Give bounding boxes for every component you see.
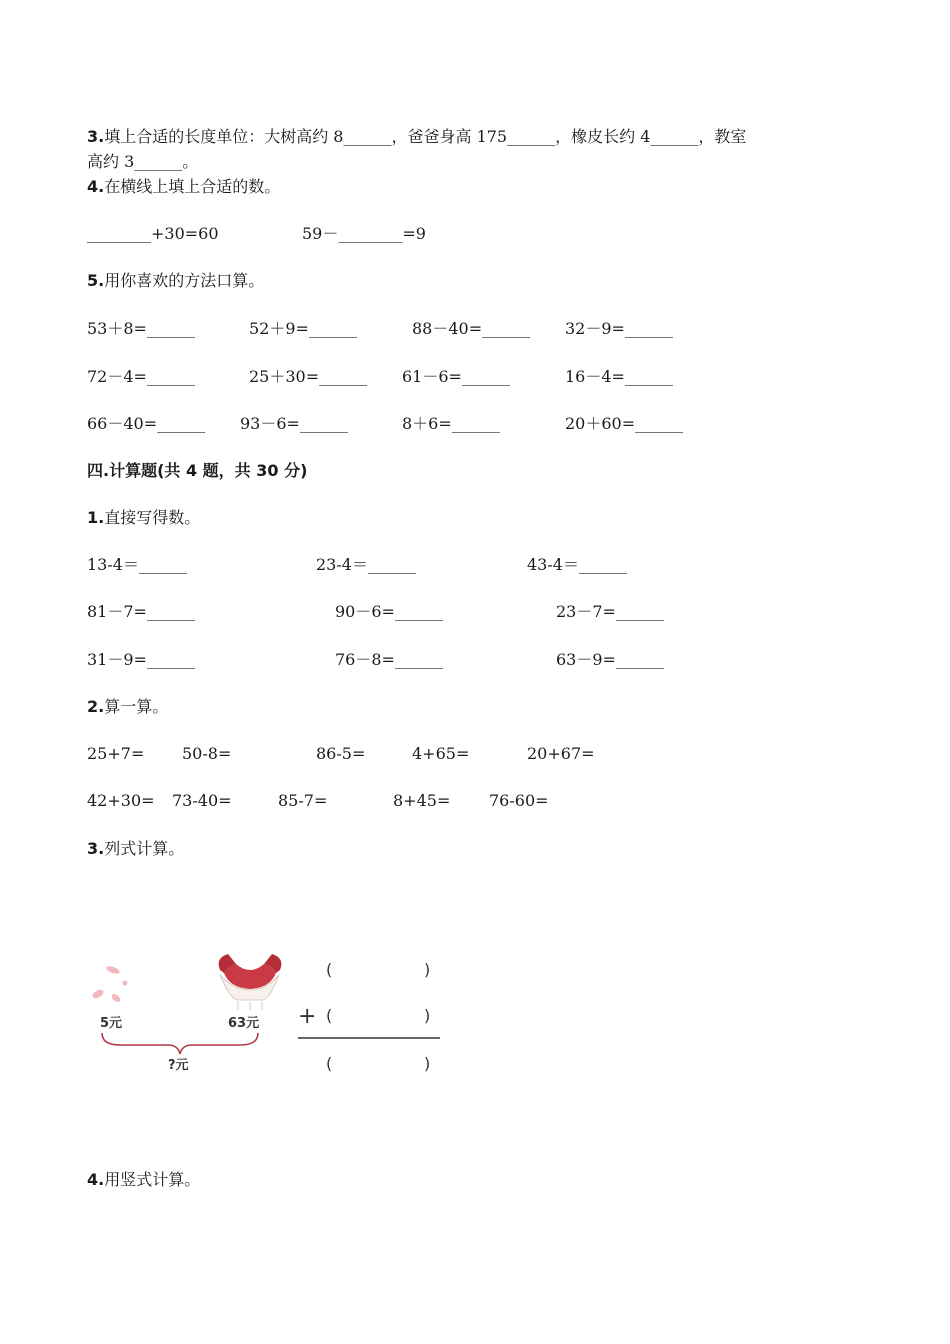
- s4-q2-expr: 42+30=: [87, 791, 155, 810]
- price-figure: [80, 940, 460, 1090]
- q5-expr: 53＋8=______: [87, 319, 195, 338]
- question-number: 4.: [87, 177, 105, 196]
- s4-q2-expr: 4+65=: [412, 744, 470, 763]
- s4-q1-expr: 23-4＝______: [316, 555, 416, 574]
- q5-expr: 52＋9=______: [249, 319, 357, 338]
- q4-item-2: 59－________=9: [302, 224, 426, 243]
- q3-line2: 高约 3______。: [87, 152, 199, 171]
- paren-open: (: [326, 1006, 333, 1025]
- q5-expr: 20＋60=______: [565, 414, 684, 433]
- q5-expr: 93－6=______: [240, 414, 348, 433]
- question-text: 填上合适的长度单位：大树高约 8______，爸爸身高 175______，橡皮长约 4______，教室: [104, 127, 747, 146]
- total-label: ?元: [168, 1058, 189, 1073]
- question-number: 1.: [87, 508, 105, 527]
- blouse-illustration: [219, 954, 282, 1010]
- paren-close: ): [424, 960, 431, 979]
- plus-sign: +: [298, 1004, 317, 1029]
- s4-q3-title-line: [87, 839, 184, 859]
- s4-q4-title-line: [87, 1170, 200, 1190]
- paren-open: (: [326, 1054, 333, 1073]
- question-number: 4.: [87, 1170, 105, 1189]
- s4-q1-expr: 76－8=______: [335, 650, 443, 669]
- question-number: 3.: [87, 839, 105, 858]
- price-left-label: 5元: [100, 1016, 123, 1031]
- s4-q2-expr: 8+45=: [393, 791, 451, 810]
- question-text: 直接写得数。: [104, 508, 201, 527]
- question-text: 用你喜欢的方法口算。: [104, 271, 265, 290]
- s4-q2-expr: 50-8=: [182, 744, 232, 763]
- question-number: 3.: [87, 127, 105, 146]
- q5-expr: 25＋30=______: [249, 367, 368, 386]
- total-brace: [102, 1033, 258, 1054]
- s4-q2-expr: 86-5=: [316, 744, 366, 763]
- q5-expr: 66－40=______: [87, 414, 206, 433]
- question-number: 5.: [87, 271, 105, 290]
- s4-q2-expr: 25+7=: [87, 744, 145, 763]
- hair-clip-illustration: [91, 965, 127, 1004]
- question-text: 列式计算。: [104, 839, 185, 858]
- q5-title-line: [87, 271, 264, 291]
- q5-expr: 32－9=______: [565, 319, 673, 338]
- section-heading: 四.计算题(共 4 题，共 30 分): [87, 461, 308, 480]
- price-right-label: 63元: [228, 1016, 260, 1031]
- question-text: 用竖式计算。: [104, 1170, 201, 1189]
- s4-q1-expr: 63－9=______: [556, 650, 664, 669]
- s4-q1-expr: 13-4＝______: [87, 555, 187, 574]
- s4-q1-expr: 43-4＝______: [527, 555, 627, 574]
- s4-q1-title-line: [87, 508, 200, 528]
- s4-q2-expr: 76-60=: [489, 791, 549, 810]
- s4-q2-expr: 73-40=: [172, 791, 232, 810]
- q5-expr: 72－4=______: [87, 367, 195, 386]
- question-text: 算一算。: [104, 697, 169, 716]
- s4-q1-expr: 81－7=______: [87, 602, 195, 621]
- q4-item-1: ________+30=60: [87, 224, 219, 243]
- paren-close: ): [424, 1054, 431, 1073]
- paren-close: ): [424, 1006, 431, 1025]
- s4-q2-expr: 85-7=: [278, 791, 328, 810]
- q5-expr: 61－6=______: [402, 367, 510, 386]
- q5-expr: 8＋6=______: [402, 414, 500, 433]
- s4-q2-title-line: [87, 697, 168, 717]
- question-number: 2.: [87, 697, 105, 716]
- paren-open: (: [326, 960, 333, 979]
- s4-q1-expr: 90－6=______: [335, 602, 443, 621]
- q4-title-line: [87, 177, 280, 197]
- q5-expr: 16－4=______: [565, 367, 673, 386]
- s4-q1-expr: 23－7=______: [556, 602, 664, 621]
- q5-expr: 88－40=______: [412, 319, 531, 338]
- question-text: 在横线上填上合适的数。: [104, 177, 281, 196]
- s4-q2-expr: 20+67=: [527, 744, 595, 763]
- q3-line1: [87, 127, 746, 147]
- s4-q1-expr: 31－9=______: [87, 650, 195, 669]
